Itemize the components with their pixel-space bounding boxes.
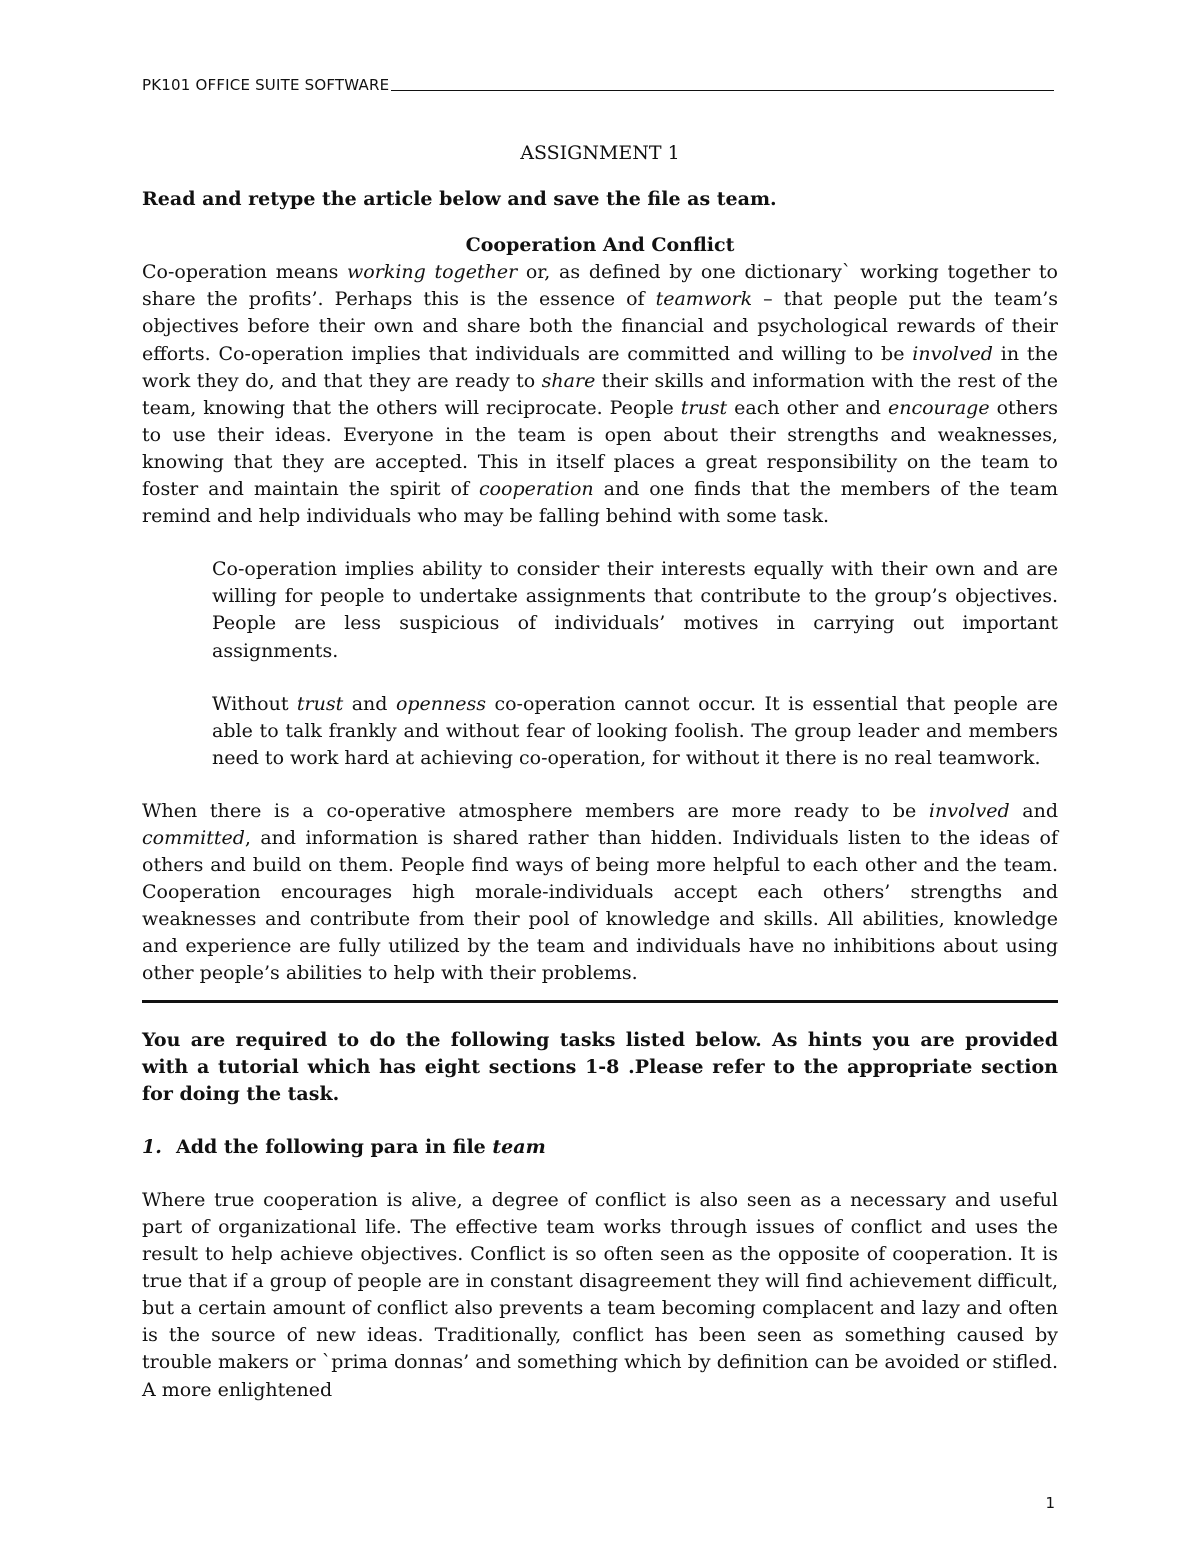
header-rule xyxy=(391,90,1054,91)
emphasis: openness xyxy=(395,692,487,715)
article-paragraph-1: Co-operation means working together or, as defined by one dictionary` working together to share the profits’. Perhaps this is the essence of teamwork – that people put the team’s objectives before their own and share both the financial and psychological rewards of their efforts. Co-operation implies that individuals are committed and willing to be involved in the work they do, and that they are ready to share their skills and information with the rest of the team, knowing that the others will reciprocate. People trust each other and encourage others to use their ideas. Everyone in the team is open about their strengths and weaknesses, knowing that they are accepted. This in itself places a great responsibility on the team to foster and maintain the spirit of cooperation and one finds that the members of the team remind and help individuals who may be falling behind with some task. xyxy=(142,261,1058,528)
emphasis: involved xyxy=(928,799,1010,822)
article-paragraph-2: When there is a co-operative atmosphere members are more ready to be involved and committed, and information is shared rather than hidden. Individuals listen to the ideas of others and build on them. People find ways of being more helpful to each other and the team. Cooperation encourages high morale-individuals accept each others’ strengths and weaknesses and contribute from their pool of knowledge and skills. All abilities, knowledge and experience are fully utilized by the team and individuals have no inhibitions about using other people’s abilities to help with their problems. xyxy=(142,799,1058,985)
article-title: Cooperation And Conflict xyxy=(465,234,735,257)
emphasis: committed xyxy=(142,826,245,849)
emphasis: trust xyxy=(680,396,728,419)
task-number: 1. xyxy=(142,1135,162,1158)
assignment-instruction: Read and retype the article below and save the file as team. xyxy=(142,188,777,211)
emphasis: teamwork xyxy=(655,288,753,311)
course-title: PK101 OFFICE SUITE SOFTWARE xyxy=(142,76,390,94)
article-quote-1: Co-operation implies ability to consider their interests equally with their own and are willing for people to undertake assignments that contribute to the group’s objectives. People are less suspicious of individuals’ motives in carrying out important assignments. xyxy=(212,558,1058,662)
article-quote-2: Without trust and openness co-operation cannot occur. It is essential that people are able to talk frankly and without fear of looking foolish. The group leader and members need to work hard at achieving co-operation, for without it there is no real teamwork. xyxy=(212,692,1058,769)
emphasis: share xyxy=(541,369,596,392)
page-number: 1 xyxy=(1045,1494,1055,1512)
emphasis: working together xyxy=(347,261,518,284)
emphasis: involved xyxy=(912,342,993,365)
task-1-paragraph: Where true cooperation is alive, a degree of conflict is also seen as a necessary and useful part of organizational life. The effective team works through issues of conflict and uses the result to help achieve objectives. Conflict is so often seen as the opposite of cooperation. It is true that if a group of people are in constant disagreement they will find achievement difficult, but a certain amount of conflict also prevents a team becoming complacent and lazy and often is the source of new ideas. Traditionally, conflict has been seen as something caused by trouble makers or `prima donnas’ and something which by definition can be avoided or stifled. A more enlightened xyxy=(142,1188,1058,1401)
tasks-intro: You are required to do the following tasks listed below. As hints you are provided with a tutorial which has eight sections 1-8 .Please refer to the appropriate section for doing the task. xyxy=(142,1028,1058,1105)
emphasis: encourage xyxy=(887,396,990,419)
document-body xyxy=(142,140,1058,1404)
emphasis: trust xyxy=(296,692,344,715)
page-header xyxy=(142,76,1054,94)
file-name: team xyxy=(492,1135,546,1158)
emphasis: cooperation xyxy=(478,478,594,501)
assignment-title: ASSIGNMENT 1 xyxy=(520,142,680,164)
task-1-heading: 1. Add the following para in file team xyxy=(142,1134,1058,1161)
